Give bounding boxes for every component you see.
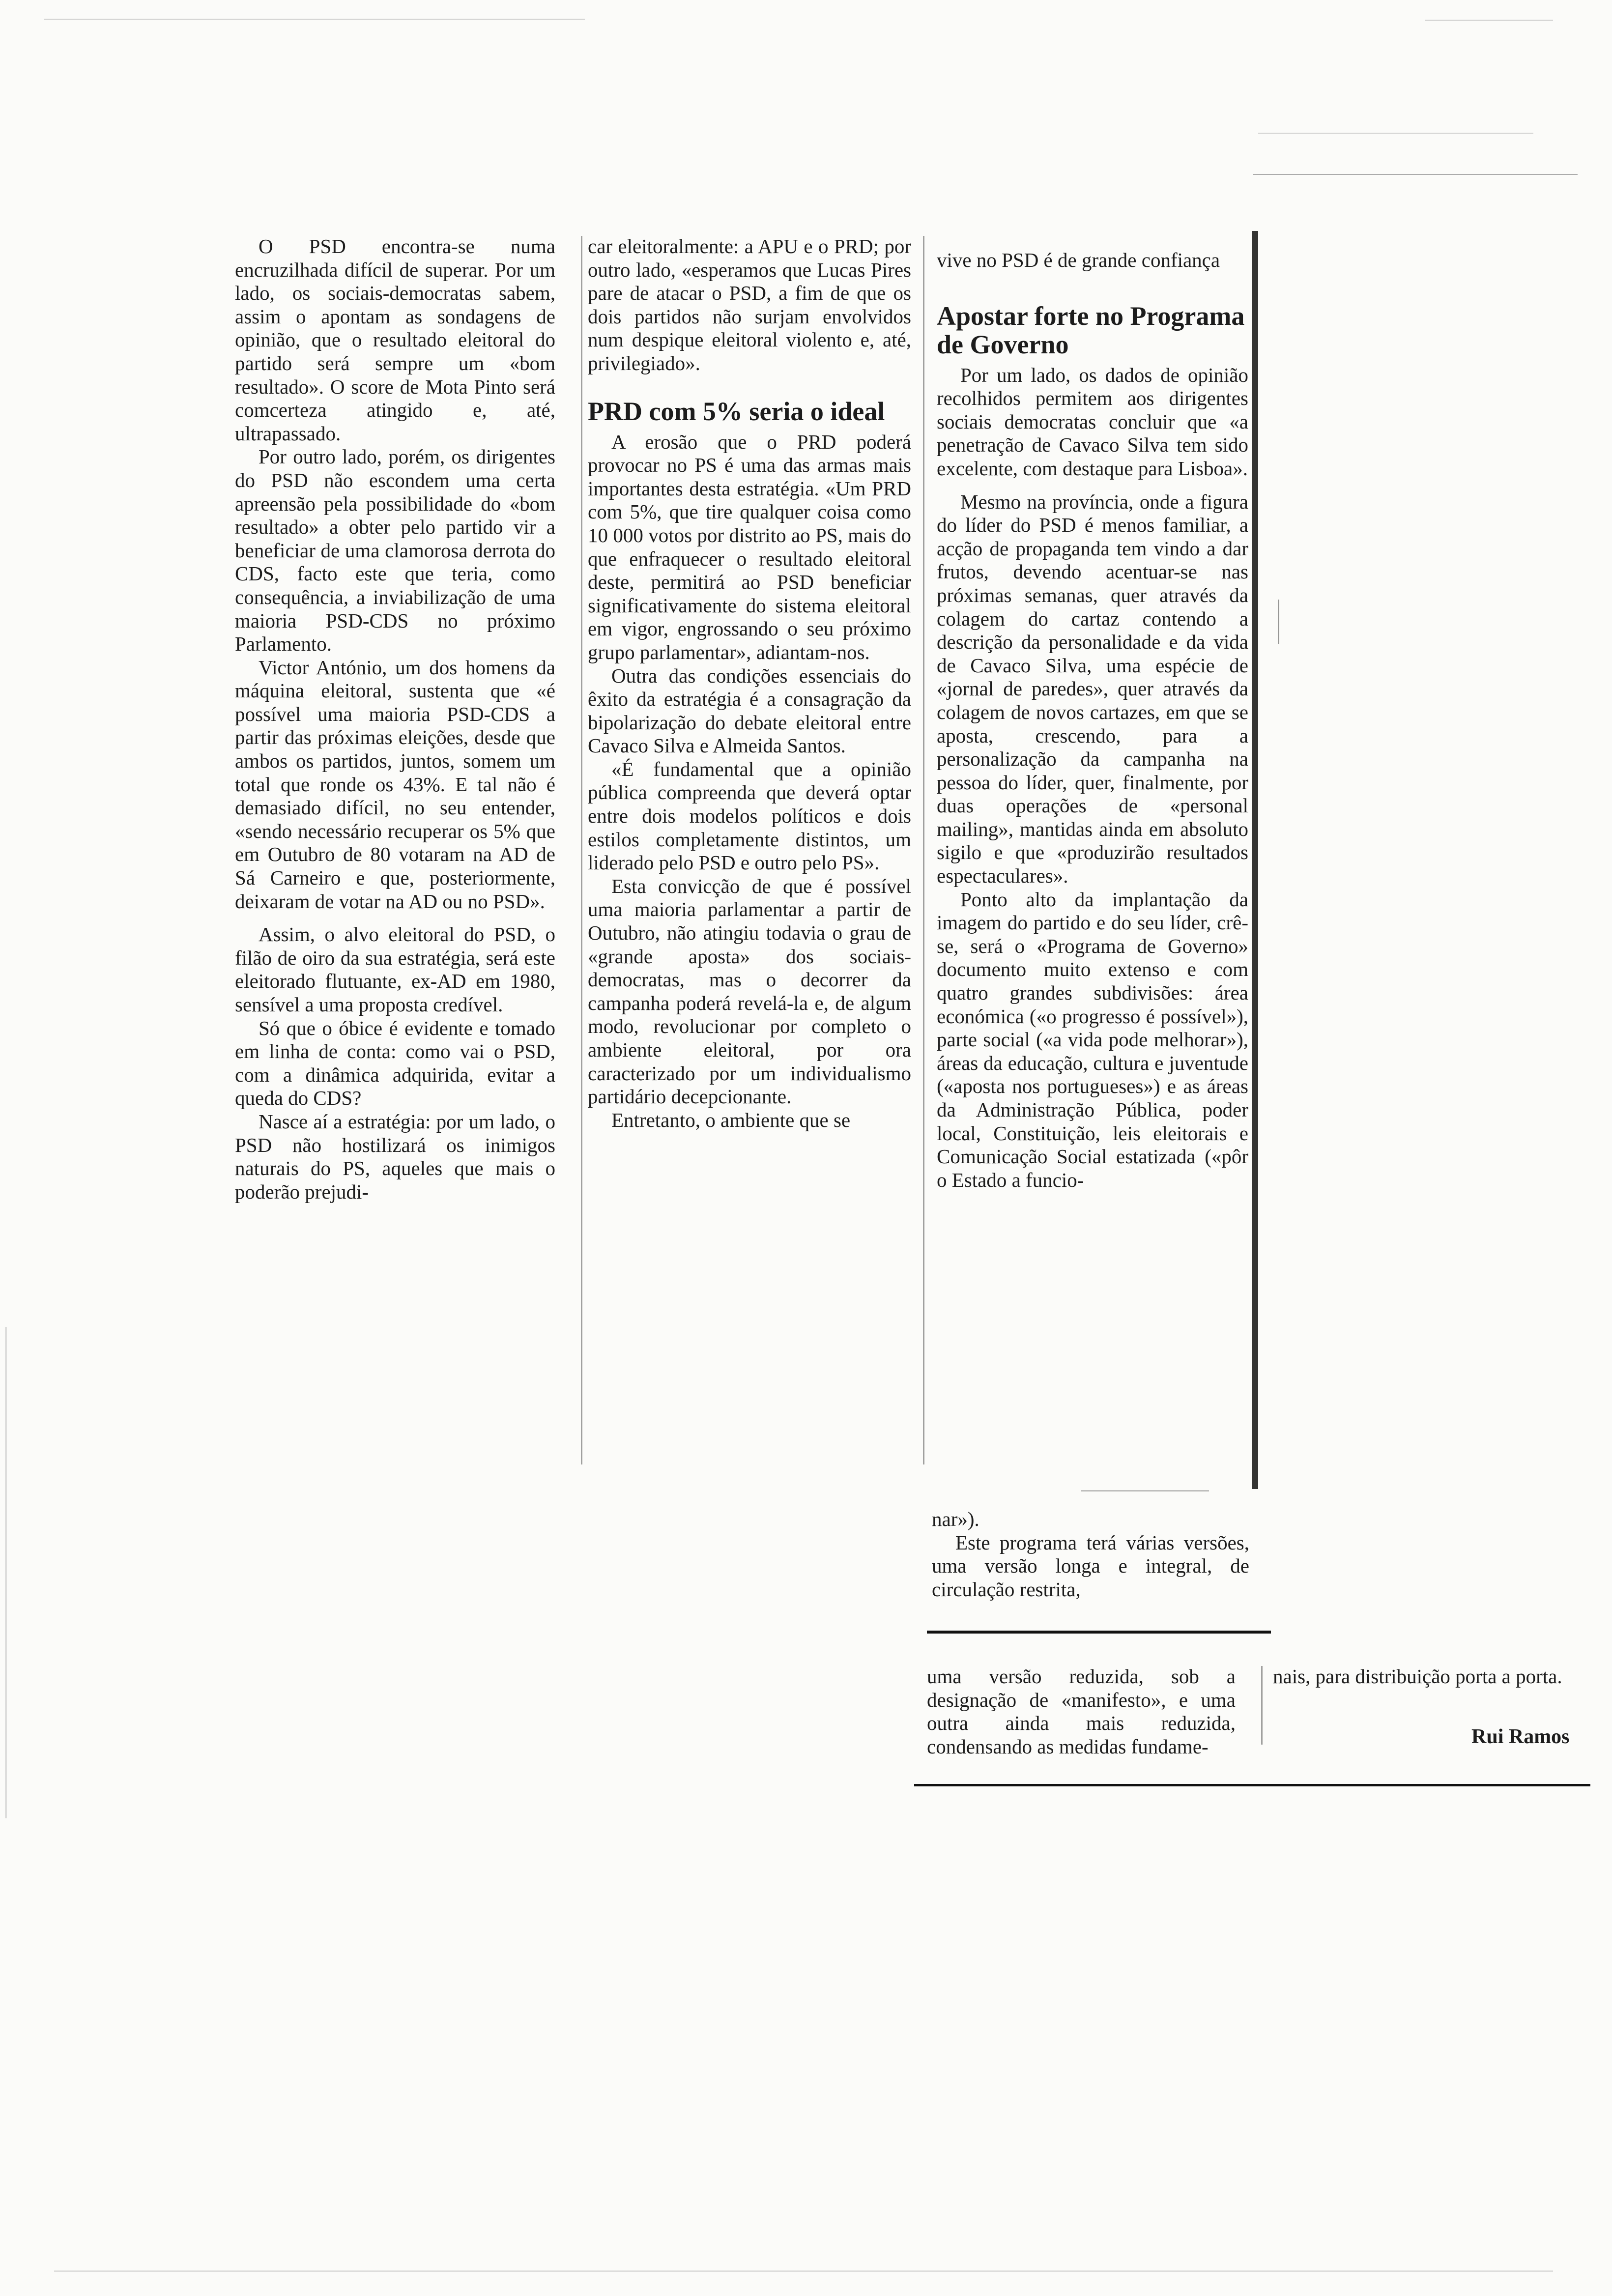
article-bottom-left xyxy=(927,1665,1236,1758)
paragraph: Este programa terá várias versões, uma versão longa e integral, de circulação restrita, xyxy=(932,1531,1249,1601)
subheading-programa: Apostar forte no Programa de Governo xyxy=(937,301,1245,359)
scan-artifact xyxy=(44,19,585,20)
paragraph: O PSD encontra-se numa encruzilhada difícil de superar. Por um lado, os sociais-democratas sabem, assim o apontam as sondagens de opinião, que o resultado eleitoral do partido será sempre um «bom resultado». O score de Mota Pinto será comcerteza atingido e, até, ultrapassado. xyxy=(235,235,555,445)
bottom-rule xyxy=(914,1784,1590,1786)
byline: Rui Ramos xyxy=(1471,1725,1570,1748)
paragraph: Assim, o alvo eleitoral do PSD, o filão de oiro da sua estratégia, será este eleitorado flutuante, ex-AD em 1980, sensível a uma proposta credível. xyxy=(235,923,555,1016)
paragraph: A erosão que o PRD poderá provocar no PS é uma das armas mais importantes desta estratégia. «Um PRD com 5%, que tire qualquer coisa como 10 000 votos por distrito ao PS, mais do que enfraquecer o resultado eleitoral deste, permitirá ao PSD beneficiar significativamente do sistema eleitoral em vigor, engrossando o seu próximo grupo parlamentar», adiantam-nos. xyxy=(588,430,911,663)
paragraph: Nasce aí a estratégia: por um lado, o PSD não hostilizará os inimigos naturais do PS, aqueles que mais o poderão prejudi- xyxy=(235,1110,555,1203)
paragraph: uma versão reduzida, sob a designação de «manifesto», e uma outra ainda mais reduzida, condensando as medidas fundame- xyxy=(927,1665,1236,1758)
paragraph: Outra das condições essenciais do êxito da estratégia é a consagração da bipolarização do debate eleitoral entre Cavaco Silva e Almeida Santos. xyxy=(588,664,911,757)
scan-artifact xyxy=(54,2270,1553,2272)
scan-artifact xyxy=(1278,600,1279,644)
paragraph: car eleitoralmente: a APU e o PRD; por outro lado, «esperamos que Lucas Pires pare de atacar o PSD, a fim de que os dois partidos não surjam envolvidos num despique eleitoral violento e, até, privilegiado». xyxy=(588,235,911,374)
paragraph: Victor António, um dos homens da máquina eleitoral, sustenta que «é possível uma maioria PSD-CDS a partir das próximas eleições, desde que ambos os partidos, juntos, somem um total que ronde os 43%. E tal não é demasiado difícil, no seu entender, «sendo necessário recuperar os 5% que em Outubro de 80 votaram na AD de Sá Carneiro e que, posteriormente, deixaram de votar na AD ou no PSD». xyxy=(235,656,555,913)
subheading-prd: PRD com 5% seria o ideal xyxy=(588,396,885,426)
paragraph: Por um lado, os dados de opinião recolhidos permitem aos dirigentes sociais democratas concluir que «a penetração de Cavaco Silva tem sido excelente, com destaque para Lisboa». xyxy=(937,363,1248,480)
column-shadow-edge xyxy=(1252,231,1258,1489)
article-bottom-right xyxy=(1273,1665,1590,1689)
paragraph: Mesmo na província, onde a figura do líder do PSD é menos familiar, a acção de propaganda tem vindo a dar frutos, devendo acentuar-se nas próximas semanas, quer através da colagem do cartaz contendo a descrição da personalidade e da vida de Cavaco Silva, uma espécie de «jornal de paredes», quer através da colagem de novos cartazes, em que se aposta, crescendo, para a personalização da campanha na pessoa do líder, quer, finalmente, por duas operações de «personal mailing», mantidas ainda em absoluto sigilo e que «produzirão resultados espectaculares». xyxy=(937,490,1248,888)
paragraph: Esta convicção de que é possível uma maioria parlamentar a partir de Outubro, não atingiu todavia o grau de «grande aposta» dos sociais-democratas, mas o decorrer da campanha poderá revelá-la e, de algum modo, revolucionar por completo o ambiente eleitoral, por ora caracterizado por um individualismo partidário decepcionante. xyxy=(588,874,911,1108)
paragraph: nar»). xyxy=(932,1508,979,1530)
article-column-3 xyxy=(937,249,1248,1192)
paragraph: vive no PSD é de grande confiança xyxy=(937,249,1220,271)
column-divider xyxy=(581,236,582,1464)
article-column-3-continuation xyxy=(932,1508,1249,1601)
paragraph: nais, para distribuição porta a porta. xyxy=(1273,1665,1562,1688)
paragraph: Por outro lado, porém, os dirigentes do PSD não escondem uma certa apreensão pela possibilidade do «bom resultado» a obter pelo partido vir a beneficiar de uma clamorosa derrota do CDS, facto este que teria, como consequência, a inviabilização de uma maioria PSD-CDS no próximo Parlamento. xyxy=(235,445,555,656)
scan-artifact xyxy=(1425,20,1553,21)
paragraph: Entretanto, o ambiente que se xyxy=(611,1108,851,1131)
article-column-2 xyxy=(588,235,911,1132)
paragraph: Só que o óbice é evidente e tomado em linha de conta: como vai o PSD, com a dinâmica adquirida, evitar a queda do CDS? xyxy=(235,1016,555,1110)
paragraph: «É fundamental que a opinião pública compreenda que deverá optar entre dois modelos políticos e dois estilos completamente distintos, um liderado pelo PSD e outro pelo PS». xyxy=(588,757,911,874)
scan-artifact xyxy=(1258,133,1533,134)
scan-artifact xyxy=(5,1327,7,1818)
article-column-1 xyxy=(235,235,555,1204)
scan-artifact-top-rule xyxy=(1253,174,1578,175)
column-divider xyxy=(923,236,924,1464)
scan-artifact xyxy=(1081,1490,1209,1492)
clip-separator xyxy=(927,1631,1271,1634)
column-divider xyxy=(1261,1666,1263,1745)
paragraph: Ponto alto da implantação da imagem do partido e do seu líder, crê-se, será o «Programa de Governo» documento muito extenso e com quatro grandes subdivisões: área económica («o progresso é possível»), parte social («a vida pode melhorar»), áreas da educação, cultura e juventude («aposta nos portugueses») e as áreas da Administração Pública, poder local, Constituição, leis eleitorais e Comunicação Social estatizada («pôr o Estado a funcio- xyxy=(937,888,1248,1191)
